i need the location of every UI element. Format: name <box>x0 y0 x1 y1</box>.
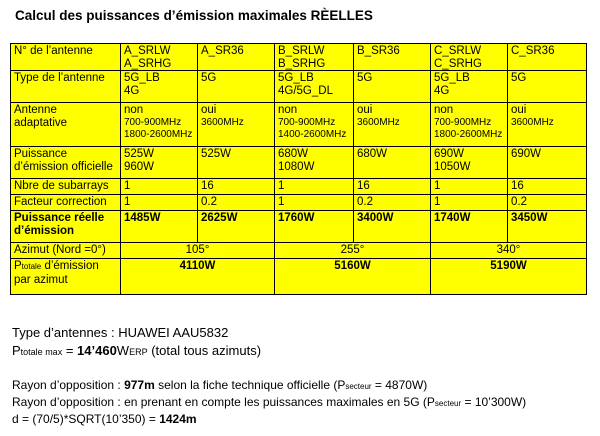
cell: 2625W <box>198 211 275 243</box>
row-correction <box>11 195 587 211</box>
cell: 5G_LB 4G <box>121 71 198 103</box>
row-antenna-number <box>11 44 587 71</box>
row-label: Nbre de subarrays <box>11 179 121 195</box>
cell: C_SR36 <box>508 44 587 71</box>
cell: 16 <box>198 179 275 195</box>
cell: 680W <box>354 147 431 179</box>
cell: 1 <box>121 195 198 211</box>
cell: 105° <box>121 243 275 259</box>
row-label: Antenne adaptative <box>11 103 121 147</box>
cell: 690W 1050W <box>431 147 508 179</box>
row-label: Ptotale d’émission par azimut <box>11 259 121 295</box>
row-label: Facteur correction <box>11 195 121 211</box>
cell: 1485W <box>121 211 198 243</box>
cell: 680W 1080W <box>275 147 354 179</box>
cell: 5G <box>508 71 587 103</box>
row-label: Azimut (Nord =0°) <box>11 243 121 259</box>
row-azimuth <box>11 243 587 259</box>
cell: 255° <box>275 243 431 259</box>
distance-formula: d = (70/5)*SQRT(10’350) = 1424m <box>12 412 197 426</box>
cell: 3400W <box>354 211 431 243</box>
cell: oui 3600MHz <box>508 103 587 147</box>
page-title: Calcul des puissances d’émission maximales RÈELLES <box>15 8 373 23</box>
total-power-text: Ptotale max = 14’460WERP (total tous azimuts) <box>12 343 262 358</box>
cell: 525W <box>198 147 275 179</box>
antenna-types-text: Type d’antennes : HUAWEI AAU5832 <box>12 325 229 340</box>
row-label: N° de l’antenne <box>11 44 121 71</box>
cell: non 700-900MHz 1800-2600MHz <box>121 103 198 147</box>
cell: 16 <box>508 179 587 195</box>
cell: oui 3600MHz <box>198 103 275 147</box>
cell: 1740W <box>431 211 508 243</box>
cell: 1 <box>275 195 354 211</box>
cell: 690W <box>508 147 587 179</box>
row-label: Puissance d’émission officielle <box>11 147 121 179</box>
row-total-per-azimuth <box>11 259 587 295</box>
cell: 5G_LB 4G <box>431 71 508 103</box>
cell: 5160W <box>275 259 431 295</box>
cell: 5G <box>354 71 431 103</box>
row-antenna-type <box>11 71 587 103</box>
cell: 0.2 <box>508 195 587 211</box>
cell: 5G_LB 4G/5G_DL <box>275 71 354 103</box>
row-real-power <box>11 211 587 243</box>
row-label: Type de l’antenne <box>11 71 121 103</box>
row-label: Puissance réelle d’émission <box>11 211 121 243</box>
cell: 0.2 <box>354 195 431 211</box>
cell: A_SR36 <box>198 44 275 71</box>
cell: 1 <box>431 179 508 195</box>
cell: 1 <box>121 179 198 195</box>
row-official-power <box>11 147 587 179</box>
cell: non 700-900MHz 1800-2600MHz <box>431 103 508 147</box>
cell: 5190W <box>431 259 587 295</box>
cell: non 700-900MHz 1400-2600MHz <box>275 103 354 147</box>
cell: 1 <box>275 179 354 195</box>
cell: 1 <box>431 195 508 211</box>
cell: 5G <box>198 71 275 103</box>
cell: A_SRLW A_SRHG <box>121 44 198 71</box>
cell: 340° <box>431 243 587 259</box>
opposition-radius-official: Rayon d’opposition : 977m selon la fiche technique officielle (Psecteur = 4870W) <box>12 378 428 392</box>
row-adaptive <box>11 103 587 147</box>
cell: oui 3600MHz <box>354 103 431 147</box>
cell: 4110W <box>121 259 275 295</box>
opposition-radius-5g: Rayon d’opposition : en prenant en compte les puissances maximales en 5G (Psecteur = 10’300W) <box>12 395 527 409</box>
cell: 1760W <box>275 211 354 243</box>
cell: B_SRLW B_SRHG <box>275 44 354 71</box>
cell: B_SR36 <box>354 44 431 71</box>
row-subarrays <box>11 179 587 195</box>
cell: 16 <box>354 179 431 195</box>
cell: 0.2 <box>198 195 275 211</box>
power-table <box>10 43 587 295</box>
cell: C_SRLW C_SRHG <box>431 44 508 71</box>
cell: 525W 960W <box>121 147 198 179</box>
cell: 3450W <box>508 211 587 243</box>
